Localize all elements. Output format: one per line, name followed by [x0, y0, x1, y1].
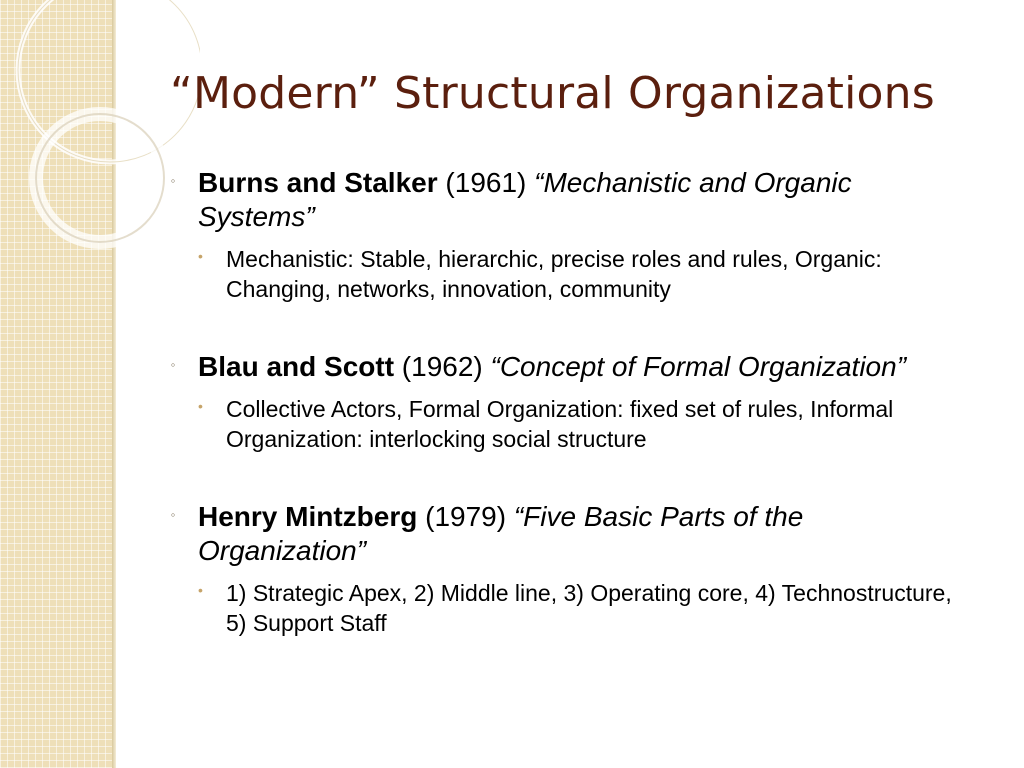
list-item	[166, 500, 976, 638]
sub-item	[198, 578, 976, 638]
dot-bullet-icon: •	[198, 248, 203, 264]
item-author: Burns and Stalker	[198, 167, 438, 198]
item-year: (1979)	[417, 501, 514, 532]
item-heading	[198, 350, 976, 384]
item-work-title: “Mechanistic and Organic Systems”	[198, 167, 852, 232]
item-detail: 1) Strategic Apex, 2) Middle line, 3) Operating core, 4) Technostructure, 5) Support Staff	[226, 580, 952, 636]
circle-bullet-icon: ◦	[170, 173, 176, 188]
item-work-title: “Concept of Formal Organization”	[490, 351, 907, 382]
dot-bullet-icon: •	[198, 582, 203, 598]
bullet-list	[166, 166, 976, 684]
list-item	[166, 350, 976, 454]
item-author: Henry Mintzberg	[198, 501, 418, 532]
item-author: Blau and Scott	[198, 351, 395, 382]
dot-bullet-icon: •	[198, 398, 203, 414]
item-detail: Mechanistic: Stable, hierarchic, precise roles and rules, Organic: Changing, networks, innovation, community	[226, 246, 882, 302]
item-year: (1962)	[394, 351, 491, 382]
sub-item	[198, 244, 976, 304]
sub-item	[198, 394, 976, 454]
circle-bullet-icon: ◦	[170, 357, 176, 372]
item-detail: Collective Actors, Formal Organization: fixed set of rules, Informal Organization: interlocking social structure	[226, 396, 894, 452]
item-year: (1961)	[437, 167, 535, 198]
circle-bullet-icon: ◦	[170, 507, 176, 522]
item-heading	[198, 500, 976, 568]
item-work-title: “Five Basic Parts of the Organization”	[198, 501, 804, 566]
list-item	[166, 166, 976, 304]
slide-title: “Modern” Structural Organizations	[170, 68, 935, 119]
item-heading	[198, 166, 976, 234]
